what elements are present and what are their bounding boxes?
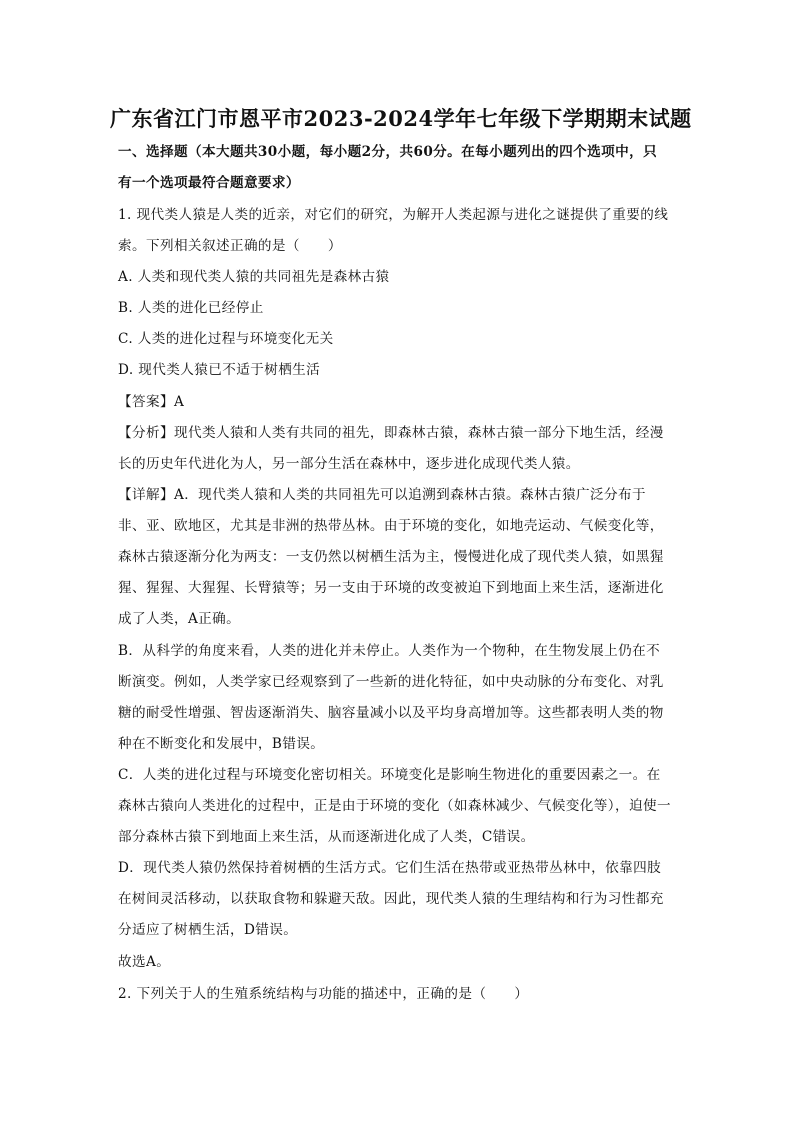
- question-1-detail-line-11: 森林古猿向人类进化的过程中，正是由于环境的变化（如森林减少、气候变化等），迫使一: [118, 798, 671, 814]
- question-1-detail-line-16: 故选A。: [118, 954, 171, 970]
- question-1-option-c: C. 人类的进化过程与环境变化无关: [118, 331, 334, 347]
- question-1-detail-line-13: D．现代类人猿仍然保持着树栖的生活方式。它们生活在热带或亚热带丛林中，依靠四肢: [118, 860, 662, 876]
- question-1-detail-line-12: 部分森林古猿下到地面上来生活，从而逐渐进化成了人类，C错误。: [118, 829, 535, 845]
- question-1-detail-line-7: 断演变。例如，人类学家已经观察到了一些新的进化特征，如中央动脉的分布变化、对乳: [118, 674, 664, 690]
- question-1-detail-line-8: 糖的耐受性增强、智齿逐渐消失、脑容量减小以及平均身高增加等。这些都表明人类的物: [118, 705, 664, 721]
- question-1-analysis-line-1: 【分析】现代类人猿和人类有共同的祖先，即森林古猿，森林古猿一部分下地生活，经漫: [118, 425, 664, 441]
- question-1-answer: 【答案】A: [118, 394, 185, 410]
- question-1-detail-line-10: C．人类的进化过程与环境变化密切相关。环境变化是影响生物进化的重要因素之一。在: [118, 767, 661, 783]
- question-1-stem-line-1: 1. 现代类人猿是人类的近亲，对它们的研究，为解开人类起源与进化之谜提供了重要的线: [118, 207, 669, 223]
- page-title: 广东省江门市恩平市2023-2024学年七年级下学期期末试题: [110, 106, 692, 131]
- question-1-detail-line-3: 森林古猿逐渐分化为两支：一支仍然以树栖生活为主，慢慢进化成了现代类人猿，如黑猩: [118, 549, 664, 565]
- section-heading-line-2: 有一个选项最符合题意要求）: [118, 175, 300, 191]
- question-1-detail-line-1: 【详解】A．现代类人猿和人类的共同祖先可以追溯到森林古猿。森林古猿广泛分布于: [118, 487, 646, 503]
- question-1-detail-line-4: 猩、猩猩、大猩猩、长臂猿等；另一支由于环境的改变被迫下到地面上来生活，逐渐进化: [118, 580, 664, 596]
- question-1-option-a: A. 人类和现代类人猿的共同祖先是森林古猿: [118, 269, 390, 285]
- question-1-detail-line-6: B．从科学的角度来看，人类的进化并未停止。人类作为一个物种，在生物发展上仍在不: [118, 643, 661, 659]
- question-1-option-d: D. 现代类人猿已不适于树栖生活: [118, 362, 321, 378]
- question-1-detail-line-15: 分适应了树栖生活，D错误。: [118, 922, 298, 938]
- section-heading-line-1: 一、选择题（本大题共30小题，每小题2分，共60分。在每小题列出的四个选项中，只: [118, 144, 658, 160]
- question-1-detail-line-14: 在树间灵活移动，以获取食物和躲避天敌。因此，现代类人猿的生理结构和行为习性都充: [118, 891, 664, 907]
- question-1-analysis-line-2: 长的历史年代进化为人，另一部分生活在森林中，逐步进化成现代类人猿。: [118, 456, 580, 472]
- question-2-stem: 2. 下列关于人的生殖系统结构与功能的描述中，正确的是（ ）: [118, 986, 529, 1002]
- question-1-option-b: B. 人类的进化已经停止: [118, 300, 264, 316]
- question-1-detail-line-2: 非、亚、欧地区，尤其是非洲的热带丛林。由于环境的变化，如地壳运动、气候变化等，: [118, 518, 664, 534]
- question-1-stem-line-2: 索。下列相关叙述正确的是（ ）: [118, 238, 342, 254]
- question-1-detail-line-9: 种在不断变化和发展中，B错误。: [118, 736, 325, 752]
- question-1-detail-line-5: 成了人类，A正确。: [118, 611, 241, 627]
